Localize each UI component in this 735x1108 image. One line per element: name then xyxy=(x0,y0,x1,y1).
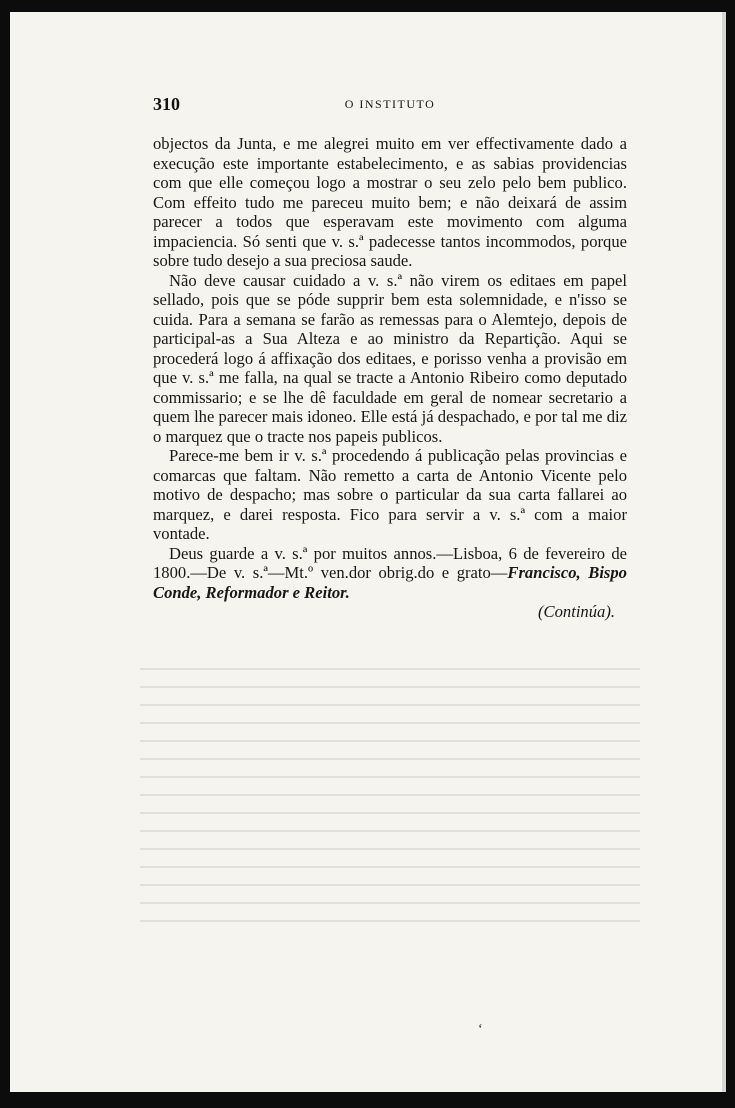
running-title: O INSTITUTO xyxy=(344,97,436,111)
closing-text: Deus guarde a v. s.ª por muitos annos.—Lisboa, 6 de fevereiro de 1800.—De v. s.ª—Mt.º ven.dor obrig.do e grato— xyxy=(153,543,627,582)
show-through xyxy=(140,652,640,972)
paragraph: objectos da Junta, e me alegrei muito em ver effectivamente dado a execução este importante estabelecimento, e as sabias providencias com que elle começou logo a mostrar o seu zelo pelo bem publico. Com effeito tudo me pareceu muito bem; e não deixará de assim parecer a todos que esperavam este movimento com alguma impaciencia. Só senti que v. s.ª padecesse tantos incommodos, porque sobre tudo desejo a sua preciosa saude. xyxy=(153,134,627,270)
document-page xyxy=(10,12,726,1092)
page-number: 310 xyxy=(153,94,180,114)
paragraph: Parece-me bem ir v. s.ª procedendo á publicação pelas provincias e comarcas que faltam. Não remetto a carta de Antonio Vicente pelo motivo de despacho; mas sobre o particular da sua carta fallarei ao marquez, e darei resposta. Fico para servir a v. s.ª com a maior vontade. xyxy=(153,446,627,543)
body-text xyxy=(153,134,627,622)
ink-mark: ʻ xyxy=(478,1022,483,1037)
page-edge xyxy=(722,12,726,1092)
closing-paragraph xyxy=(153,544,627,603)
continuation-note: (Continúa). xyxy=(538,602,615,621)
paragraph: Não deve causar cuidado a v. s.ª não virem os editaes em papel sellado, pois que se póde supprir bem esta solemnidade, e n'isso se cuida. Para a semana se farão as remessas para o Alemtejo, depois de participal-as a Sua Alteza e ao ministro da Repartição. Aqui se procederá logo á affixação dos editaes, e porisso venha a provisão em que v. s.ª me falla, na qual se tracte a Antonio Ribeiro como deputado commissario; e se lhe dê faculdade em geral de nomear secretario a quem lhe parecer mais idoneo. Elle está já despachado, e por tal me diz o marquez que o tracte nos papeis publicos. xyxy=(153,270,627,446)
page-header xyxy=(153,94,627,118)
signature: Francisco, Bispo Conde, Reformador e Reitor. xyxy=(153,563,627,602)
